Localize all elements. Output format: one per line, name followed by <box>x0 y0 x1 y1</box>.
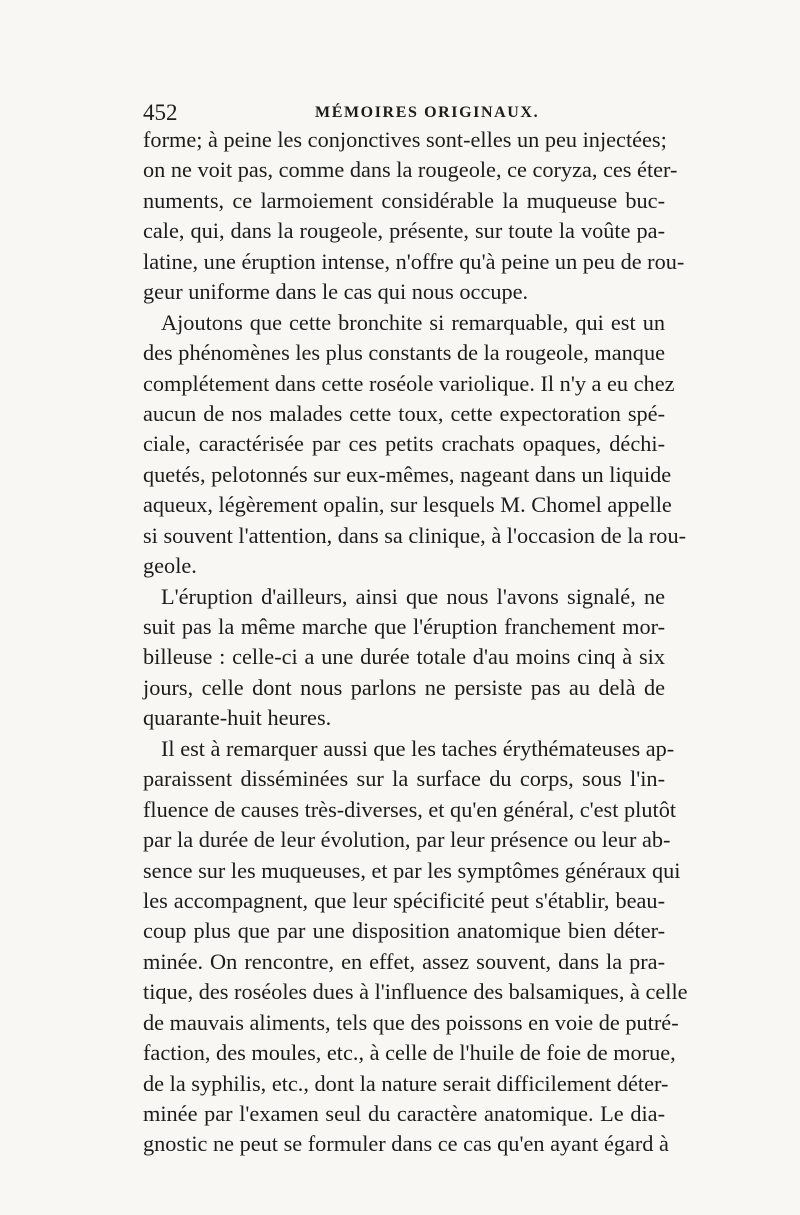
text-line: par la durée de leur évolution, par leur présence ou leur ab- <box>143 827 671 853</box>
running-title: MÉMOIRES ORIGINAUX. <box>315 104 540 121</box>
page-header <box>143 98 665 128</box>
text-line: geole. <box>143 553 197 579</box>
text-line: sence sur les muqueuses, et par les symptômes généraux qui <box>143 857 681 883</box>
text-line: on ne voit pas, comme dans la rougeole, ce coryza, ces éter- <box>143 157 678 183</box>
text-line: geur uniforme dans le cas qui nous occupe. <box>143 279 529 305</box>
text-line: complétement dans cette roséole variolique. Il n'y a eu chez <box>143 370 675 396</box>
text-line: cale, qui, dans la rougeole, présente, sur toute la voûte pa- <box>143 218 665 244</box>
text-line: de la syphilis, etc., dont la nature serait difficilement déter- <box>143 1070 669 1096</box>
text-line: de mauvais aliments, tels que des poissons en voie de putré- <box>143 1009 679 1035</box>
text-line: si souvent l'attention, dans sa clinique, à l'occasion de la rou- <box>143 522 687 548</box>
text-line: quetés, pelotonnés sur eux-mêmes, nageant dans un liquide <box>143 461 672 487</box>
text-line: forme; à peine les conjonctives sont-elles un peu injectées; <box>143 127 667 152</box>
text-line: fluence de causes très-diverses, et qu'en général, c'est plutôt <box>143 796 677 822</box>
text-line: ciale, caractérisée par ces petits crachats opaques, déchi- <box>143 431 665 457</box>
text-line: coup plus que par une disposition anatomique bien déter- <box>143 918 665 944</box>
text-line: numents, ce larmoiement considérable la muqueuse buc- <box>143 187 665 213</box>
text-line: L'éruption d'ailleurs, ainsi que nous l'avons signalé, ne <box>161 583 665 609</box>
text-line: faction, des moules, etc., à celle de l'huile de foie de morue, <box>143 1040 676 1066</box>
text-line: latine, une éruption intense, n'offre qu'à peine un peu de rou- <box>143 248 685 274</box>
page-number: 452 <box>143 100 178 125</box>
text-line: jours, celle dont nous parlons ne persiste pas au delà de <box>143 674 665 700</box>
text-line: gnostic ne peut se formuler dans ce cas qu'en ayant égard à <box>143 1131 669 1157</box>
text-line: minée par l'examen seul du caractère anatomique. Le dia- <box>143 1101 665 1126</box>
text-line: tique, des roséoles dues à l'influence des balsamiques, à celle <box>143 979 688 1005</box>
text-line: suit pas la même marche que l'éruption franchement mor- <box>143 614 665 639</box>
text-line: aqueux, légèrement opalin, sur lesquels M. Chomel appelle <box>143 492 672 518</box>
text-line: des phénomènes les plus constants de la rougeole, manque <box>143 340 665 366</box>
text-line: aucun de nos malades cette toux, cette expectoration spé- <box>143 400 665 426</box>
text-line: Il est à remarquer aussi que les taches érythémateuses ap- <box>161 735 675 761</box>
text-line: les accompagnent, que leur spécificité peut s'établir, beau- <box>143 887 665 913</box>
body-text <box>143 125 688 1160</box>
text-line: quarante-huit heures. <box>143 705 332 731</box>
text-line: Ajoutons que cette bronchite si remarquable, qui est un <box>161 309 665 335</box>
text-line: billeuse : celle-ci a une durée totale d'au moins cinq à six <box>143 644 665 670</box>
text-line: minée. On rencontre, en effet, assez souvent, dans la pra- <box>143 948 665 974</box>
text-line: paraissent disséminées sur la surface du corps, sous l'in- <box>143 766 665 792</box>
